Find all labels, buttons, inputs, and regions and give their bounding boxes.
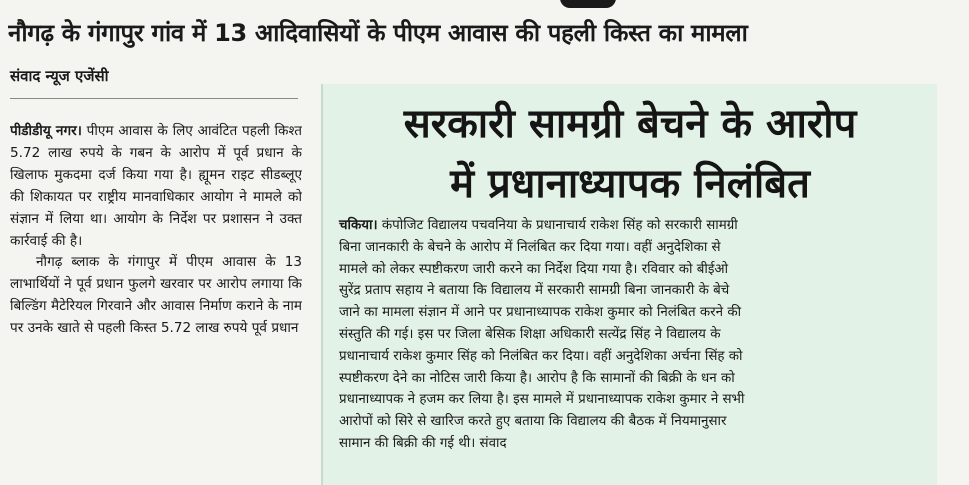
byline: संवाद न्यूज एजेंसी xyxy=(10,67,109,85)
boxed-article xyxy=(321,84,937,485)
boxed-dateline: चकिया। xyxy=(339,218,378,233)
cropped-letter-fragment xyxy=(560,0,616,8)
boxed-headline-line-1: सरकारी सामग्री बेचने के आरोप xyxy=(403,101,857,147)
boxed-headline-line-2: में प्रधानाध्यापक निलंबित xyxy=(450,161,810,207)
divider xyxy=(10,98,298,99)
left-paragraph-2: नौगढ़ ब्लाक के गंगापुर में पीएम आवास के 13 लाभार्थियों ने पूर्व प्रधान फुलगे खरवार पर आरोप लगाया कि बिल्डिंग मैटेरियल गिरवाने और आवास निर्माण कराने के नाम पर उनके खाते से पहली किस्त 5.72 लाख रुपये पूर्व प्रधान xyxy=(10,254,302,337)
left-para1-text: पीएम आवास के लिए आवंटित पहली किश्त 5.72 लाख रुपये के गबन के आरोप में पूर्व प्रधान के खिलाफ मुकदमा दर्ज किया गया है। ह्यूमन राइट सीडब्लूए की शिकायत पर राष्ट्रीय मानवाधिकार आयोग ने मामले को संज्ञान में लिया था। आयोग के निर्देश पर प्रशासन ने उक्त कार्रवाई की है। xyxy=(10,123,302,249)
boxed-article-body xyxy=(339,215,927,455)
left-article xyxy=(10,121,302,485)
left-dateline: पीडीडीयू नगर। xyxy=(10,123,82,139)
left-paragraph-1 xyxy=(10,121,302,252)
page-headline: नौगढ़ के गंगापुर गांव में 13 आदिवासियों के पीएम आवास की पहली किस्त का मामला xyxy=(8,19,748,47)
boxed-article-headline xyxy=(323,94,937,214)
boxed-body-text: कंपोजिट विद्यालय पचवनिया के प्रधानाचार्य राकेश सिंह को सरकारी सामग्री बिना जानकारी के बेचने के आरोप में निलंबित कर दिया गया। वहीं अनुदेशिका से मामले को लेकर स्पष्टीकरण जारी करने का निर्देश दिया गया है। रविवार को बीईओ सुरेंद्र प्रताप सहाय ने बताया कि विद्यालय में सरकारी सामग्री बिना जानकारी के बेचे जाने का मामला संज्ञान में आने पर प्रधानाध्यापक राकेश कुमार को निलंबित करने की संस्तुति की गई। इस पर जिला बेसिक शिक्षा अधिकारी सत्येंद्र सिंह ने विद्यालय के प्रधानाचार्य राकेश कुमार सिंह को निलंबित कर दिया। वहीं अनुदेशिका अर्चना सिंह को स्पष्टीकरण देने का नोटिस जारी किया है। आरोप है कि सामानों की बिक्री के धन को प्रधानाध्यापक ने हजम कर लिया है। इस मामले में प्रधानाध्यापक राकेश कुमार ने सभी आरोपों को सिरे से खारिज करते हुए बताया कि विद्यालय की बैठक में नियमानुसार सामान की बिक्री की गई थी। संवाद xyxy=(339,218,745,451)
